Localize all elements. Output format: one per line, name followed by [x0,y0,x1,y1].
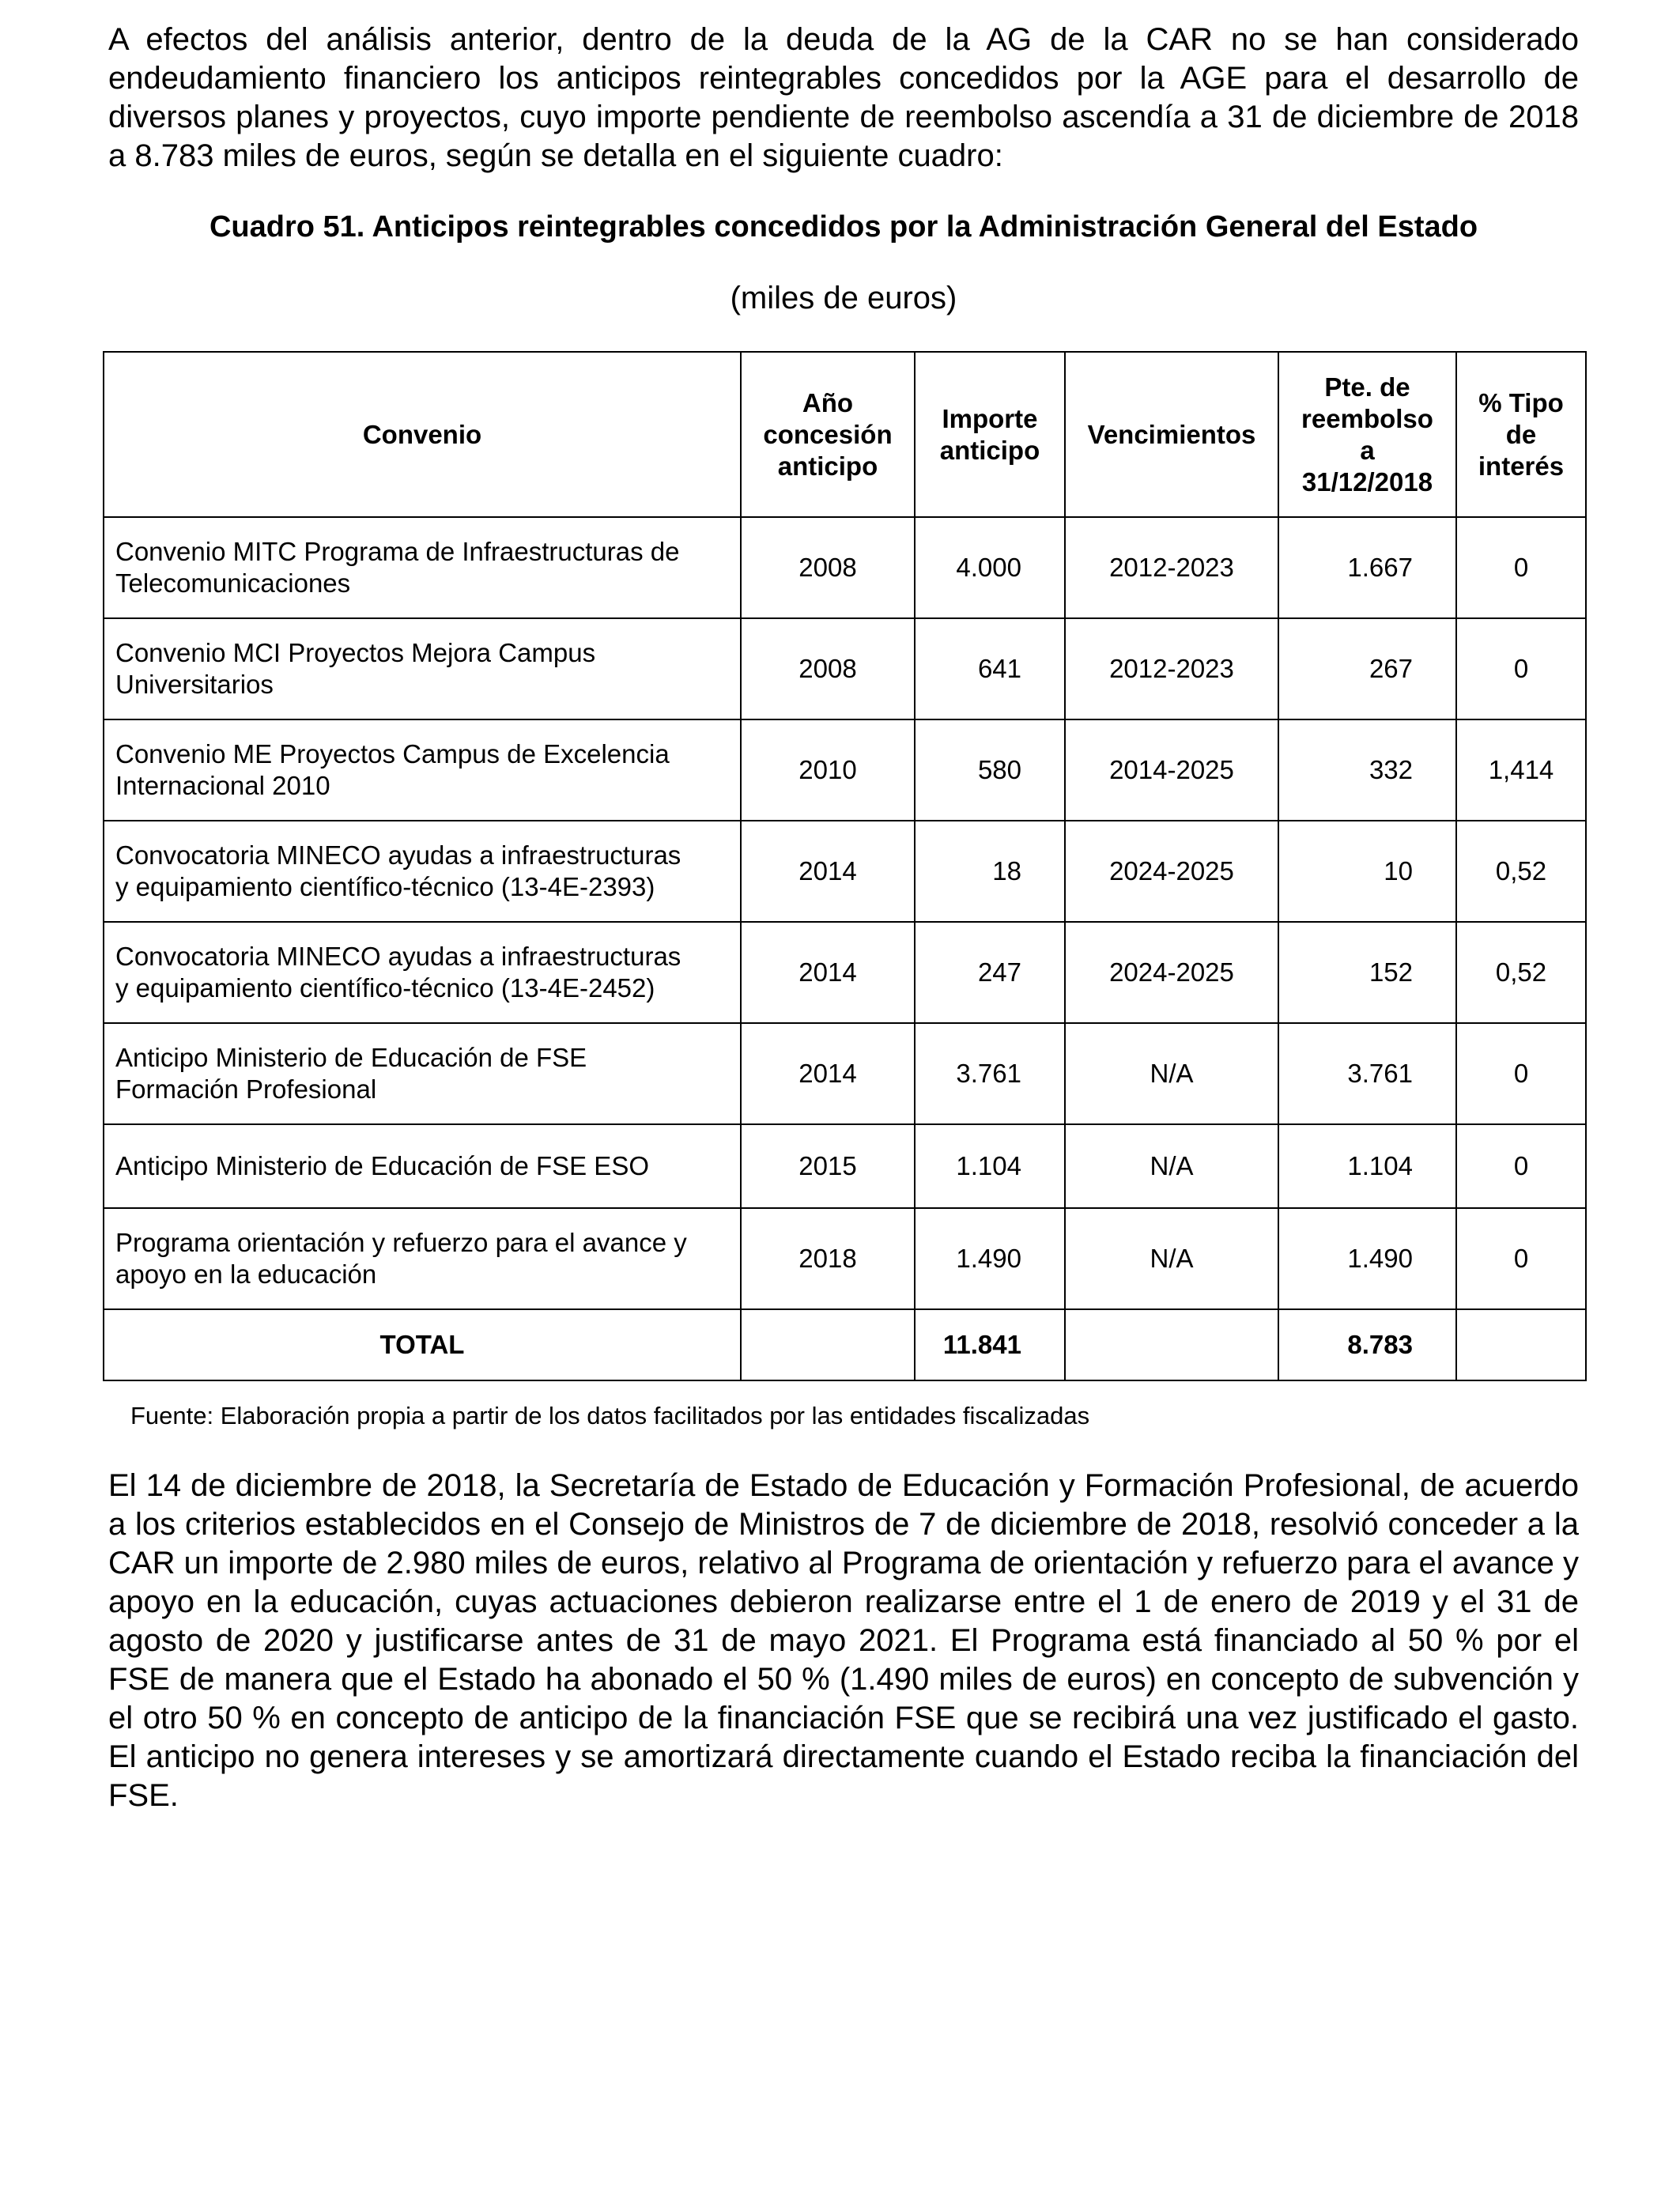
cell-tipo: 0 [1456,1208,1586,1309]
cell-tipo: 1,414 [1456,719,1586,821]
cell-vencimientos: 2024-2025 [1065,821,1278,922]
table-row [104,719,1586,821]
cell-pte: 3.761 [1278,1023,1456,1124]
source-note: Fuente: Elaboración propia a partir de los datos facilitados por las entidades fiscalizadas [130,1402,1090,1429]
cell-pte: 1.104 [1278,1124,1456,1208]
cell-anio: 2014 [741,821,915,922]
cell-total-pte: 8.783 [1278,1309,1456,1380]
cell-importe: 4.000 [915,517,1065,618]
cell-convenio: Convocatoria MINECO ayudas a infraestructuras y equipamiento científico-técnico (13-4E-2393) [104,821,741,922]
cell-vencimientos: N/A [1065,1208,1278,1309]
cell-convenio: Anticipo Ministerio de Educación de FSE Formación Profesional [104,1023,741,1124]
cell-vencimientos: 2012-2023 [1065,517,1278,618]
cell-convenio: Convenio MCI Proyectos Mejora Campus Universitarios [104,618,741,719]
header-vencimientos: Vencimientos [1065,352,1278,517]
cell-convenio: Anticipo Ministerio de Educación de FSE ESO [104,1124,741,1208]
header-anio: Año concesión anticipo [741,352,915,517]
cell-tipo: 0 [1456,618,1586,719]
cell-convenio: Convenio ME Proyectos Campus de Excelencia Internacional 2010 [104,719,741,821]
cell-convenio: Convenio MITC Programa de Infraestructuras de Telecomunicaciones [104,517,741,618]
cell-pte: 332 [1278,719,1456,821]
cell-total-anio [741,1309,915,1380]
cell-pte: 10 [1278,821,1456,922]
cell-vencimientos: 2024-2025 [1065,922,1278,1023]
cell-tipo: 0 [1456,1023,1586,1124]
advances-table [103,351,1587,1381]
cell-pte: 267 [1278,618,1456,719]
table-row [104,1124,1586,1208]
cell-anio: 2008 [741,618,915,719]
cell-anio: 2010 [741,719,915,821]
cell-vencimientos: 2014-2025 [1065,719,1278,821]
table-row [104,1023,1586,1124]
cell-anio: 2008 [741,517,915,618]
cell-importe: 641 [915,618,1065,719]
document-page [108,21,1579,1815]
table-total-row [104,1309,1586,1380]
cell-vencimientos: N/A [1065,1124,1278,1208]
cell-importe: 3.761 [915,1023,1065,1124]
cell-importe: 1.490 [915,1208,1065,1309]
cell-importe: 247 [915,922,1065,1023]
header-pte: Pte. de reembolso a 31/12/2018 [1278,352,1456,517]
table-header-row [104,352,1586,517]
cell-tipo: 0 [1456,517,1586,618]
table-row [104,517,1586,618]
table-row [104,821,1586,922]
cell-tipo: 0,52 [1456,821,1586,922]
table-row [104,618,1586,719]
cell-convenio: Convocatoria MINECO ayudas a infraestructuras y equipamiento científico-técnico (13-4E-2452) [104,922,741,1023]
table-row [104,1208,1586,1309]
cell-importe: 18 [915,821,1065,922]
cell-tipo: 0,52 [1456,922,1586,1023]
cell-importe: 580 [915,719,1065,821]
cell-vencimientos: 2012-2023 [1065,618,1278,719]
cell-anio: 2015 [741,1124,915,1208]
cell-anio: 2018 [741,1208,915,1309]
table-title: Cuadro 51. Anticipos reintegrables concedidos por la Administración General del Estado [209,210,1478,244]
cell-importe: 1.104 [915,1124,1065,1208]
header-importe: Importe anticipo [915,352,1065,517]
cell-pte: 1.667 [1278,517,1456,618]
cell-total-vencimientos [1065,1309,1278,1380]
cell-total-importe: 11.841 [915,1309,1065,1380]
cell-total-label: TOTAL [104,1309,741,1380]
cell-pte: 1.490 [1278,1208,1456,1309]
cell-pte: 152 [1278,922,1456,1023]
cell-convenio: Programa orientación y refuerzo para el avance y apoyo en la educación [104,1208,741,1309]
cell-total-tipo [1456,1309,1586,1380]
cell-anio: 2014 [741,1023,915,1124]
closing-paragraph: El 14 de diciembre de 2018, la Secretaría de Estado de Educación y Formación Profesional, de acuerdo a los criterios establecidos en el Consejo de Ministros de 7 de diciembre de 2018, resolvió conceder a la CAR un importe de 2.980 miles de euros, relativo al Programa de orientación y refuerzo para el avance y apoyo en la educación, cuyas actuaciones debieron realizarse entre el 1 de enero de 2019 y el 31 de agosto de 2020 y justificarse antes de 31 de mayo 2021. El Programa está financiado al 50 % por el FSE de manera que el Estado ha abonado el 50 % (1.490 miles de euros) en concepto de subvención y el otro 50 % en concepto de anticipo de la financiación FSE que se recibirá una vez justificado el gasto. El anticipo no genera intereses y se amortizará directamente cuando el Estado reciba la financiación del FSE. [108,1468,1579,1813]
header-tipo: % Tipo de interés [1456,352,1586,517]
header-convenio: Convenio [104,352,741,517]
cell-tipo: 0 [1456,1124,1586,1208]
table-row [104,922,1586,1023]
cell-vencimientos: N/A [1065,1023,1278,1124]
table-units: (miles de euros) [730,281,957,315]
intro-paragraph: A efectos del análisis anterior, dentro de la deuda de la AG de la CAR no se han considerado endeudamiento financiero los anticipos reintegrables concedidos por la AGE para el desarrollo de diversos planes y proyectos, cuyo importe pendiente de reembolso ascendía a 31 de diciembre de 2018 a 8.783 miles de euros, según se detalla en el siguiente cuadro: [108,22,1579,173]
cell-anio: 2014 [741,922,915,1023]
